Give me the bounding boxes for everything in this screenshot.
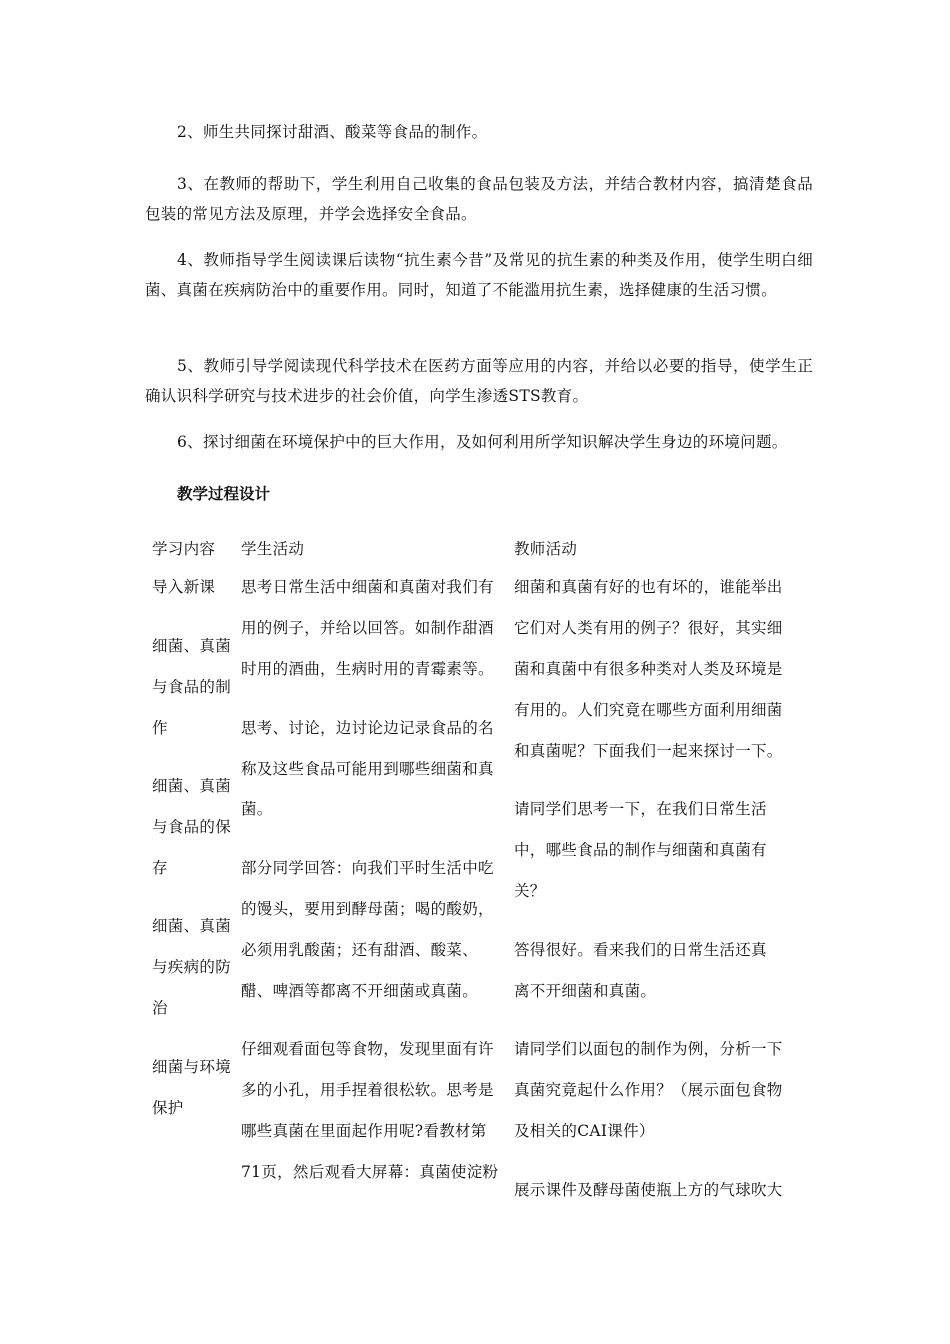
content-line: 细菌、真菌 — [152, 777, 232, 795]
teacher-line: 菌和真菌中有很多种类对人类及环境是 — [514, 660, 783, 678]
student-line: 哪些真菌在里面起作用呢?看教材第 — [241, 1122, 487, 1140]
teacher-line: 请同学们以面包的制作为例，分析一下 — [514, 1040, 783, 1058]
student-line: 71页，然后观看大屏幕：真菌使淀粉 — [241, 1163, 499, 1181]
content-line: 导入新课 — [152, 578, 216, 596]
content-line: 治 — [152, 999, 168, 1017]
content-line: 存 — [152, 859, 168, 877]
student-line: 思考、讨论，边讨论边记录食品的名 — [241, 719, 494, 737]
teacher-line: 离不开细菌和真菌。 — [514, 982, 657, 1000]
teacher-line: 和真菌呢？下面我们一起来探讨一下。 — [514, 742, 783, 760]
paragraph-4: 4、教师指导学生阅读课后读物“抗生素今昔”及常见的抗生素的种类及作用，使学生明白细菌、真菌在疾病防治中的重要作用。同时，知道了不能滥用抗生素，选择健康的生活习惯。 — [145, 251, 813, 299]
student-line: 称及这些食品可能用到哪些细菌和真 — [241, 760, 494, 778]
content-line: 与食品的保 — [152, 818, 232, 836]
teacher-line: 请同学们思考一下，在我们日常生活 — [514, 800, 767, 818]
paragraph-6: 6、探讨细菌在环境保护中的巨大作用，及如何利用所学知识解决学生身边的环境问题。 — [177, 433, 788, 451]
student-line: 醋、啤酒等都离不开细菌或真菌。 — [241, 982, 479, 1000]
paragraph-2: 2、师生共同探讨甜酒、酸菜等食品的制作。 — [177, 123, 488, 141]
teacher-line: 有用的。人们究竟在哪些方面利用细菌 — [514, 701, 783, 719]
student-line: 菌。 — [241, 800, 273, 818]
content-line: 作 — [152, 719, 168, 737]
student-line: 部分同学回答：向我们平时生活中吃 — [241, 859, 494, 877]
teacher-line: 细菌和真菌有好的也有坏的，谁能举出 — [514, 578, 783, 596]
paragraph-3: 3、在教师的帮助下，学生利用自己收集的食品包装及方法，并结合教材内容，搞清楚食品包装的常见方法及原理，并学会选择安全食品。 — [145, 175, 813, 223]
student-line: 仔细观看面包等食物，发现里面有许 — [241, 1040, 494, 1058]
student-line: 多的小孔，用手捏着很松软。思考是 — [241, 1081, 494, 1099]
content-line: 与疾病的防 — [152, 958, 232, 976]
teacher-line: 及相关的CAI课件） — [514, 1122, 655, 1140]
content-line: 细菌与环境 — [152, 1058, 232, 1076]
teacher-line: 展示课件及酵母菌使瓶上方的气球吹大 — [514, 1181, 783, 1199]
header-teacher: 教师活动 — [514, 540, 578, 558]
teacher-line: 中，哪些食品的制作与细菌和真菌有 — [514, 841, 767, 859]
teacher-line: 真菌究竟起什么作用？（展示面包食物 — [514, 1081, 783, 1099]
content-line: 细菌、真菌 — [152, 917, 232, 935]
student-line: 思考日常生活中细菌和真菌对我们有 — [241, 578, 494, 596]
content-line: 与食品的制 — [152, 678, 232, 696]
teacher-line: 关？ — [514, 882, 546, 900]
paragraph-5: 5、教师引导学阅读现代科学技术在医药方面等应用的内容，并给以必要的指导，使学生正确认识科学研究与技术进步的社会价值，向学生渗透STS教育。 — [145, 357, 813, 405]
student-line: 必须用乳酸菌；还有甜酒、酸菜、 — [241, 941, 479, 959]
student-line: 用的例子，并给以回答。如制作甜酒 — [241, 619, 494, 637]
header-content: 学习内容 — [152, 540, 216, 558]
header-student: 学生活动 — [241, 540, 305, 558]
teacher-line: 它们对人类有用的例子？很好，其实细 — [514, 619, 783, 637]
section-heading: 教学过程设计 — [177, 484, 271, 503]
content-line: 细菌、真菌 — [152, 637, 232, 655]
content-line: 保护 — [152, 1099, 184, 1117]
student-line: 时用的酒曲，生病时用的青霉素等。 — [241, 660, 494, 678]
teacher-line: 答得很好。看来我们的日常生活还真 — [514, 941, 767, 959]
student-line: 的馒头，要用到酵母菌；喝的酸奶， — [241, 900, 494, 918]
